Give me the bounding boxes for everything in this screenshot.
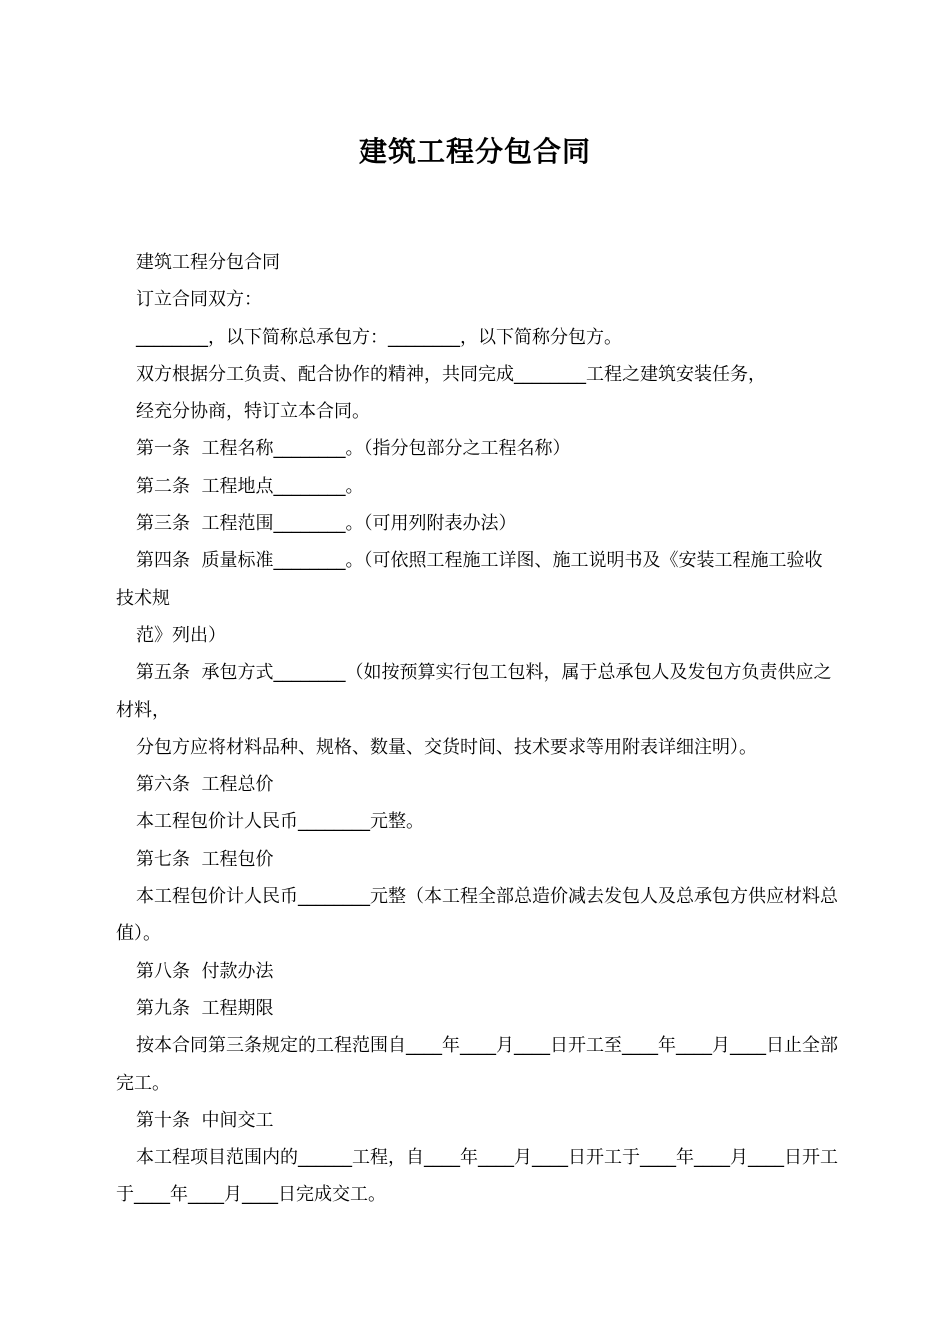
article-5-continued: 分包方应将材料品种、规格、数量、交货时间、技术要求等用附表详细注明）。 bbox=[136, 736, 757, 758]
article-6-content: 本工程包价计人民币________元整。 bbox=[136, 811, 424, 833]
article-4: 第四条 质量标准________。（可依照工程施工详图、施工说明书及《安装工程施工验收技术规 bbox=[116, 550, 823, 609]
paragraph-heading: 建筑工程分包合同 bbox=[136, 252, 280, 273]
article-7: 第七条 工程包价 bbox=[136, 848, 274, 870]
article-10: 第十条 中间交工 bbox=[136, 1109, 274, 1131]
paragraph-parties: 订立合同双方： bbox=[136, 289, 262, 311]
article-8: 第八条 付款办法 bbox=[136, 960, 274, 982]
article-9-content: 按本合同第三条规定的工程范围自____年____月____日开工至____年____月____日止全部完工。 bbox=[116, 1035, 838, 1094]
paragraph-purpose: 双方根据分工负责、配合协作的精神，共同完成________工程之建筑安装任务， bbox=[136, 363, 766, 385]
document-title: 建筑工程分包合同 bbox=[358, 135, 591, 168]
article-10-content: 本工程项目范围内的______工程，自____年____月____日开工于____年____月____日开工于____年____月____日完成交工。 bbox=[116, 1147, 838, 1206]
article-5: 第五条 承包方式________（如按预算实行包工包料，属于总承包人及发包方负责供应之材料， bbox=[116, 662, 832, 721]
article-2: 第二条 工程地点________。 bbox=[136, 475, 364, 497]
document-body bbox=[116, 244, 838, 1214]
article-1: 第一条 工程名称________。（指分包部分之工程名称） bbox=[136, 438, 571, 460]
paragraph-agreement: 经充分协商，特订立本合同。 bbox=[136, 401, 370, 423]
article-9: 第九条 工程期限 bbox=[136, 997, 274, 1019]
article-4-continued: 范》列出） bbox=[136, 624, 226, 646]
article-7-content: 本工程包价计人民币________元整（本工程全部总造价减去发包人及总承包方供应材料总值）。 bbox=[116, 886, 838, 945]
article-3: 第三条 工程范围________。（可用列附表办法） bbox=[136, 513, 517, 535]
article-6: 第六条 工程总价 bbox=[136, 774, 274, 796]
paragraph-party-names: ________，以下简称总承包方：________，以下简称分包方。 bbox=[136, 326, 622, 348]
